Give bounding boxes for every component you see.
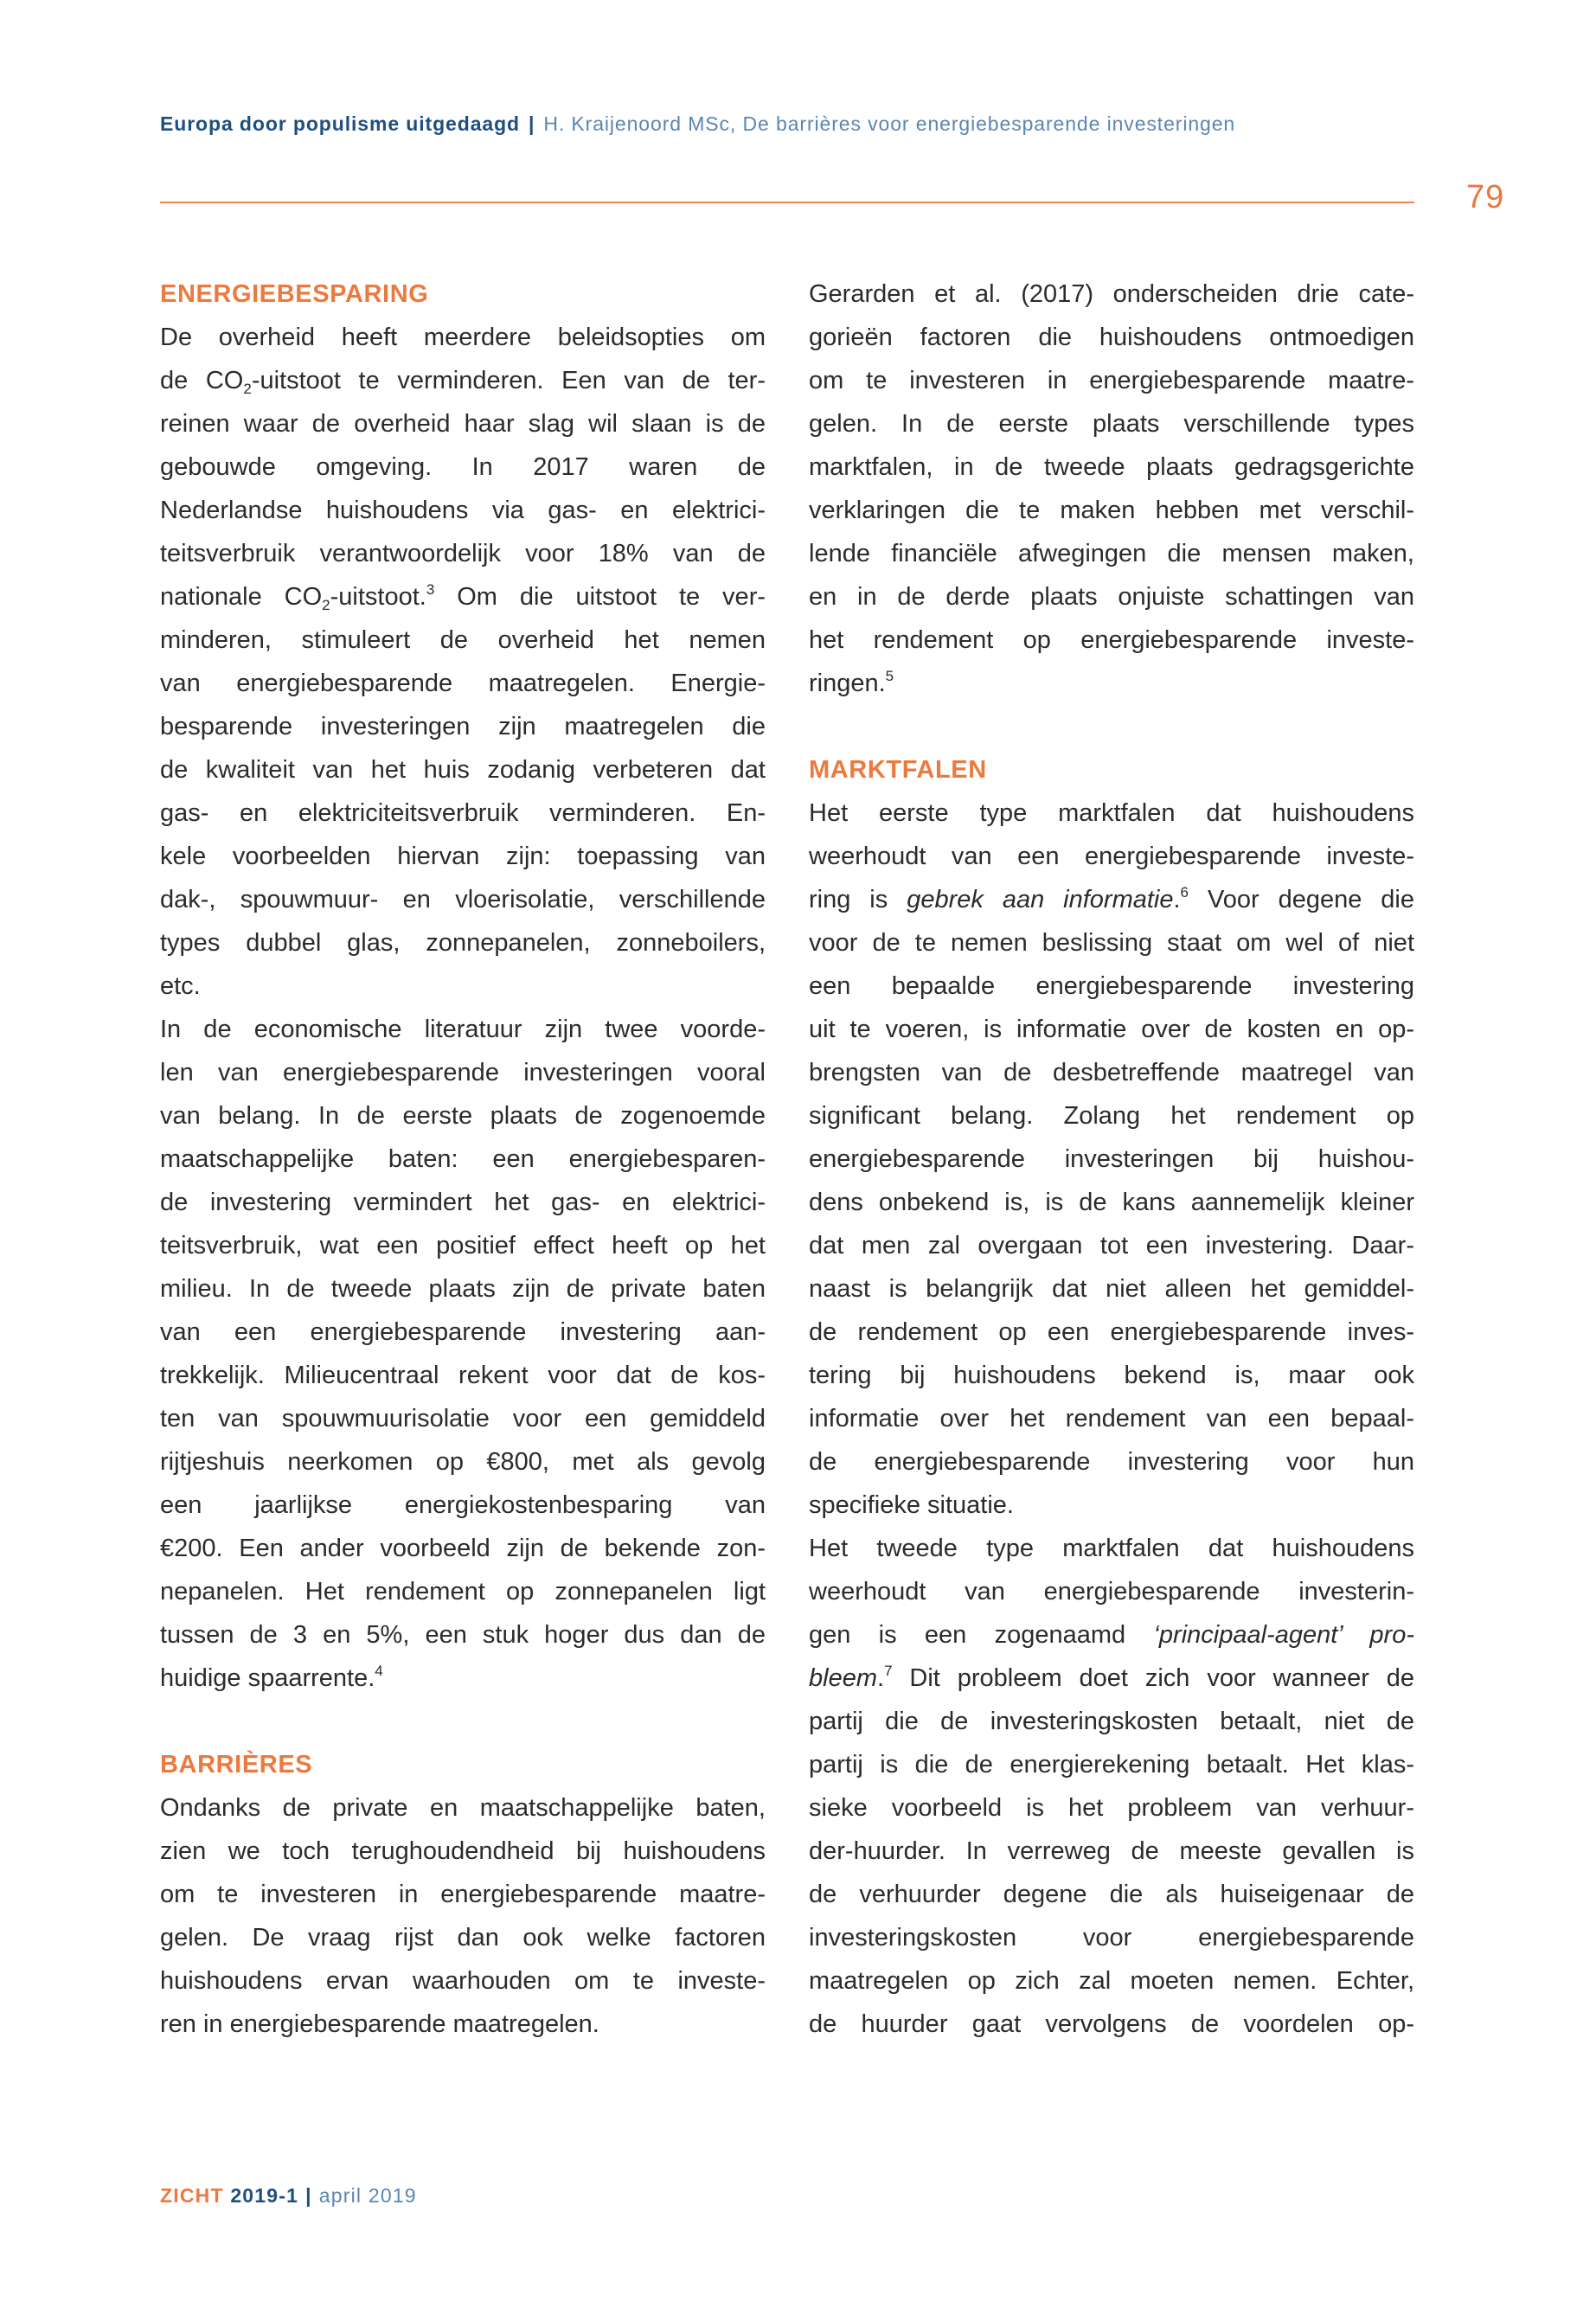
- footnote-ref-7: 7: [884, 1663, 893, 1679]
- text-line: ren in energiebesparende maatregelen.: [160, 2010, 599, 2038]
- text-line: de huurder gaat vervolgens de voordelen op-: [809, 2010, 1414, 2038]
- text-line: het rendement op energiebesparende investe-: [809, 626, 1414, 654]
- text-line: Het tweede type marktfalen dat huishoudens: [809, 1535, 1414, 1562]
- text-line: €200. Een ander voorbeeld zijn de bekende zon-: [160, 1535, 766, 1562]
- header-rule: [160, 202, 1414, 203]
- footnote-ref-3: 3: [426, 581, 435, 598]
- header-separator: |: [528, 112, 535, 135]
- text-line: tussen de 3 en 5%, een stuk hoger dus dan de: [160, 1621, 766, 1649]
- page-number: 79: [1466, 179, 1505, 215]
- text-line: de energiebesparende investering voor hun: [809, 1448, 1414, 1476]
- text-line: van een energiebesparende investering aan-: [160, 1318, 766, 1346]
- left-column: [160, 272, 766, 2046]
- subscript-2: 2: [322, 597, 330, 613]
- text-line: brengsten van de desbetreffende maatregel van: [809, 1059, 1414, 1086]
- running-footer: [160, 2184, 417, 2208]
- text-line: de kwaliteit van het huis zodanig verbeteren dat: [160, 756, 766, 784]
- text-line: informatie over het rendement van een bepaal-: [809, 1405, 1414, 1433]
- text-line: reinen waar de overheid haar slag wil slaan is de: [160, 410, 766, 438]
- text-line: en in de derde plaats onjuiste schattingen van: [809, 583, 1414, 611]
- text-line: de verhuurder degene die als huiseigenaar de: [809, 1881, 1414, 1908]
- text-line: de investering vermindert het gas- en elektrici-: [160, 1189, 766, 1216]
- text-line: ten van spouwmuurisolatie voor een gemiddeld: [160, 1405, 766, 1433]
- text-line: bleem.$^7$ Dit probleem doet zich voor wanneer de: [809, 1663, 1414, 1692]
- footer-separator: |: [305, 2184, 312, 2207]
- text-line: gelen. In de eerste plaats verschillende types: [809, 410, 1414, 438]
- text-line: sieke voorbeeld is het probleem van verhuur-: [809, 1794, 1414, 1822]
- subscript-2: 2: [243, 381, 252, 397]
- text-line: gas- en elektriciteitsverbruik verminderen. En-: [160, 799, 766, 827]
- paragraph-barrieres: [160, 1786, 766, 2046]
- text-line: maatschappelijke baten: een energiebesparen-: [160, 1145, 766, 1173]
- text-line: huidige spaarrente.$^4$: [160, 1663, 383, 1692]
- paragraph-marktfalen-2: [809, 1527, 1414, 2046]
- text-line: ringen.$^5$: [809, 668, 894, 697]
- text-line: Nederlandse huishoudens via gas- en elektrici-: [160, 497, 766, 524]
- text-line: nationale $CO_2-uitstoot.^3$ Om die uitstoot te ver-: [160, 581, 766, 613]
- right-column: [809, 272, 1414, 2046]
- text-line: huishoudens ervan waarhouden om te investe-: [160, 1967, 766, 1995]
- text-line: een bepaalde energiebesparende investering: [809, 972, 1414, 1000]
- text-line: dak-, spouwmuur- en vloerisolatie, verschillende: [160, 886, 766, 913]
- section-heading-barrieres: BARRIÈRES: [160, 1751, 313, 1779]
- emphasis: ‘principaal-agent’ pro-: [1153, 1621, 1414, 1649]
- text-line: om te investeren in energiebesparende maatre-: [160, 1881, 766, 1908]
- text-line: der-huurder. In verreweg de meeste gevallen is: [809, 1837, 1414, 1865]
- article-reference: H. Kraijenoord MSc, De barrières voor energiebesparende investeringen: [543, 112, 1236, 135]
- text-line: verklaringen die te maken hebben met verschil-: [809, 497, 1414, 524]
- text-line: een jaarlijkse energiekostenbesparing van: [160, 1491, 766, 1519]
- text-line: nepanelen. Het rendement op zonnepanelen ligt: [160, 1578, 766, 1606]
- paragraph-energiebesparing-1: [160, 316, 766, 1008]
- text-line: maatregelen op zich zal moeten nemen. Echter,: [809, 1967, 1414, 1995]
- text-line: dat men zal overgaan tot een investering. Daar-: [809, 1232, 1414, 1259]
- text-line: investeringskosten voor energiebesparende: [809, 1924, 1414, 1952]
- paragraph-intro-gerarden: [809, 272, 1414, 705]
- paragraph-energiebesparing-2: [160, 1008, 766, 1700]
- text-line: voor de te nemen beslissing staat om wel of niet: [809, 929, 1414, 957]
- text-line: etc.: [160, 972, 201, 1000]
- emphasis: bleem: [809, 1664, 877, 1692]
- text-line: len van energiebesparende investeringen vooral: [160, 1059, 766, 1086]
- text-line: specifieke situatie.: [809, 1491, 1014, 1519]
- text-line: om te investeren in energiebesparende maatre-: [809, 367, 1414, 394]
- text-line: De overheid heeft meerdere beleidsopties om: [160, 324, 766, 351]
- text-line: van energiebesparende maatregelen. Energie-: [160, 670, 766, 697]
- text-line: partij is die de energierekening betaalt. Het klas-: [809, 1751, 1414, 1779]
- footnote-ref-5: 5: [885, 668, 894, 684]
- text-line: rijtjeshuis neerkomen op €800, met als gevolg: [160, 1448, 766, 1476]
- text-line: Het eerste type marktfalen dat huishoudens: [809, 799, 1414, 827]
- text-line: teitsverbruik verantwoordelijk voor 18% van de: [160, 540, 766, 567]
- text-line: naast is belangrijk dat niet alleen het gemiddel-: [809, 1275, 1414, 1303]
- text-line: lende financiële afwegingen die mensen maken,: [809, 540, 1414, 567]
- section-heading-marktfalen: MARKTFALEN: [809, 756, 987, 784]
- text-line: de rendement op een energiebesparende inves-: [809, 1318, 1414, 1346]
- footnote-ref-4: 4: [375, 1663, 383, 1679]
- text-line: weerhoudt van energiebesparende investerin-: [809, 1578, 1414, 1606]
- text-line: marktfalen, in de tweede plaats gedragsgerichte: [809, 453, 1414, 481]
- text-line: kele voorbeelden hiervan zijn: toepassing van: [160, 843, 766, 870]
- issue-date: april 2019: [318, 2184, 417, 2207]
- text-line: tering bij huishoudens bekend is, maar ook: [809, 1362, 1414, 1389]
- text-line: zien we toch terughoudendheid bij huishoudens: [160, 1837, 766, 1865]
- text-line: milieu. In de tweede plaats zijn de private baten: [160, 1275, 766, 1303]
- footnote-ref-6: 6: [1180, 884, 1189, 901]
- text-line: types dubbel glas, zonnepanelen, zonneboilers,: [160, 929, 766, 957]
- text-line: In de economische literatuur zijn twee voorde-: [160, 1016, 766, 1043]
- text-line: de $CO_2$-uitstoot te verminderen. Een van de ter-: [160, 367, 766, 397]
- text-line: trekkelijk. Milieucentraal rekent voor dat de kos-: [160, 1362, 766, 1389]
- text-line: partij die de investeringskosten betaalt, niet de: [809, 1708, 1414, 1735]
- running-header: [160, 112, 1414, 136]
- text-line: van belang. In de eerste plaats de zogenoemde: [160, 1102, 766, 1130]
- text-line: minderen, stimuleert de overheid het nemen: [160, 626, 766, 654]
- text-line: besparende investeringen zijn maatregelen die: [160, 713, 766, 740]
- text-line: uit te voeren, is informatie over de kosten en op-: [809, 1016, 1414, 1043]
- text-line: gebouwde omgeving. In 2017 waren de: [160, 453, 766, 481]
- paragraph-marktfalen-1: [809, 792, 1414, 1527]
- text-line: Ondanks de private en maatschappelijke baten,: [160, 1794, 766, 1822]
- magazine-brand: ZICHT: [160, 2184, 224, 2207]
- text-line: ring is gebrek aan informatie.$^6$ Voor degene die: [809, 884, 1414, 913]
- text-line: gen is een zogenaamd ‘principaal-agent’ pro-: [809, 1621, 1414, 1649]
- section-heading-energiebesparing: ENERGIEBESPARING: [160, 280, 429, 308]
- text-line: gorieën factoren die huishoudens ontmoedigen: [809, 324, 1414, 351]
- emphasis: gebrek aan informatie: [907, 886, 1174, 913]
- text-line: teitsverbruik, wat een positief effect heeft op het: [160, 1232, 766, 1259]
- text-line: dens onbekend is, is de kans aannemelijk kleiner: [809, 1189, 1414, 1216]
- text-line: energiebesparende investeringen bij huishou-: [809, 1145, 1414, 1173]
- journal-title: Europa door populisme uitgedaagd: [160, 112, 520, 135]
- text-line: significant belang. Zolang het rendement op: [809, 1102, 1414, 1130]
- text-line: Gerarden et al. (2017) onderscheiden drie cate-: [809, 280, 1414, 308]
- issue-number: 2019-1: [230, 2184, 299, 2207]
- text-line: weerhoudt van een energiebesparende investe-: [809, 843, 1414, 870]
- text-line: gelen. De vraag rijst dan ook welke factoren: [160, 1924, 766, 1952]
